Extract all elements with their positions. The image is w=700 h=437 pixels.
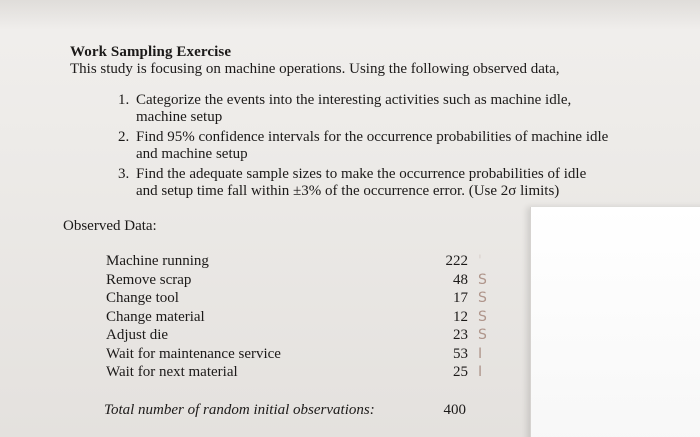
handwritten-mark: ' [478,253,482,269]
observed-data-heading: Observed Data: [63,218,157,234]
observation-count: 17 [453,290,468,306]
observation-row [106,309,506,328]
observation-name: Adjust die [106,327,169,343]
observation-count: 12 [453,308,468,325]
observation-row [106,327,506,346]
observed-data-table [106,253,506,383]
observation-count: 23 [453,327,468,343]
top-shadow [0,0,700,30]
task-line: machine setup [136,109,223,125]
observation-name: Machine running [106,253,209,269]
observation-name: Change tool [106,290,179,306]
observation-name: Wait for next material [106,364,238,380]
task-line: Find the adequate sample sizes to make the occurrence probabilities of idle [136,166,587,182]
task-line: and setup time fall within ±3% of the occurrence error. (Use 2σ limits) [136,183,560,199]
observation-count: 48 [453,271,468,288]
task-line: and machine setup [136,146,248,162]
task-line: Categorize the events into the interesting activities such as machine idle, [136,92,572,108]
handwritten-mark: S [478,271,487,288]
task-item [118,92,638,126]
observation-name: Wait for maintenance service [106,345,281,362]
observation-count: 53 [453,345,468,362]
observation-row [106,346,506,365]
handwritten-mark: I [478,364,483,380]
handwritten-mark: S [478,327,487,343]
exercise-intro: This study is focusing on machine operations. Using the following observed data, [70,61,560,77]
task-list [118,92,638,203]
task-number: 2. [118,129,130,145]
observation-row [106,253,506,272]
handwritten-mark: S [478,308,487,325]
observation-name: Remove scrap [106,271,192,288]
overlapping-paper-card [530,207,700,437]
task-number: 3. [118,166,130,182]
observation-count: 25 [453,364,468,380]
observation-row [106,290,506,309]
handwritten-mark: S [478,290,487,306]
observation-name: Change material [106,308,205,325]
observation-count: 222 [445,253,468,269]
handwritten-mark: I [478,345,483,362]
total-observations-label: Total number of random initial observations: [104,402,375,418]
observation-row [106,364,506,383]
task-item [118,166,638,200]
exercise-title: Work Sampling Exercise [70,44,232,60]
task-line: Find 95% confidence intervals for the occurrence probabilities of machine idle [136,129,609,145]
observation-row [106,272,506,291]
task-number: 1. [118,92,130,108]
total-observations-value: 400 [443,402,466,418]
task-item [118,129,638,163]
